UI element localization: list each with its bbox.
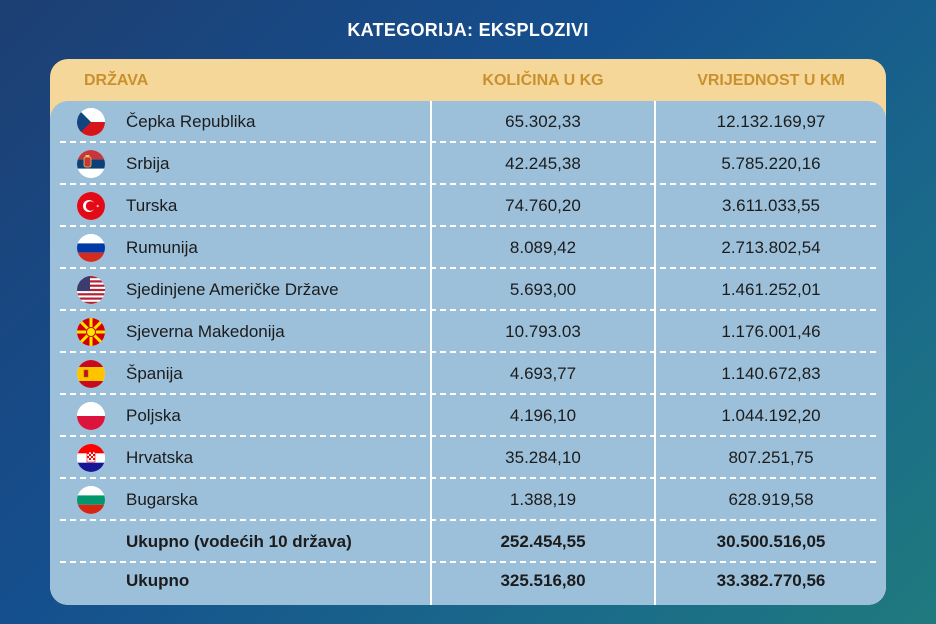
table-body bbox=[50, 101, 886, 605]
value-cell: 2.713.802,54 bbox=[721, 238, 821, 257]
total-row-top10 bbox=[50, 521, 886, 563]
table-row bbox=[50, 311, 886, 353]
column-header-value: VRIJEDNOST U KM bbox=[697, 72, 845, 89]
czech-flag-icon bbox=[77, 108, 105, 136]
value-cell: 5.785.220,16 bbox=[721, 154, 821, 173]
table-row bbox=[50, 353, 886, 395]
value-cell: 3.611.033,55 bbox=[722, 196, 820, 215]
quantity-cell: 4.196,10 bbox=[509, 406, 577, 425]
country-name: Bugarska bbox=[126, 490, 198, 509]
bulgaria-flag-icon bbox=[77, 486, 105, 514]
country-name: Turska bbox=[126, 196, 178, 215]
total-row-grand bbox=[50, 560, 886, 602]
spain-flag-icon bbox=[77, 360, 105, 388]
table-row bbox=[50, 269, 886, 311]
country-name: Hrvatska bbox=[126, 448, 194, 467]
usa-flag-icon bbox=[77, 276, 105, 304]
table-row bbox=[50, 101, 886, 143]
value-cell: 1.140.672,83 bbox=[721, 364, 821, 383]
value-cell: 1.044.192,20 bbox=[721, 406, 821, 425]
country-name: Španija bbox=[126, 364, 183, 383]
table-row bbox=[50, 143, 886, 185]
table-row bbox=[50, 185, 886, 227]
country-name: Sjedinjene Američke Države bbox=[126, 280, 339, 299]
table-row bbox=[50, 227, 886, 269]
turkey-flag-icon bbox=[77, 192, 105, 220]
column-header-country: DRŽAVA bbox=[84, 72, 149, 89]
total-quantity-cell: 325.516,80 bbox=[500, 571, 586, 590]
russia-flag-icon bbox=[77, 234, 105, 262]
value-cell: 628.919,58 bbox=[728, 490, 814, 509]
table-header bbox=[50, 59, 886, 105]
country-name: Čepka Republika bbox=[126, 112, 256, 131]
quantity-cell: 8.089,42 bbox=[509, 238, 577, 257]
total-label: Ukupno bbox=[126, 571, 190, 590]
table-row bbox=[50, 437, 886, 479]
table-row bbox=[50, 395, 886, 437]
quantity-cell: 42.245,38 bbox=[505, 154, 581, 173]
value-cell: 807.251,75 bbox=[728, 448, 814, 467]
country-name: Srbija bbox=[126, 154, 170, 173]
value-cell: 12.132.169,97 bbox=[716, 112, 826, 131]
quantity-cell: 65.302,33 bbox=[505, 112, 581, 131]
data-table bbox=[50, 59, 886, 605]
north-macedonia-flag-icon bbox=[77, 318, 105, 346]
column-header-quantity: KOLIČINA U KG bbox=[482, 72, 604, 89]
value-cell: 1.461.252,01 bbox=[721, 280, 821, 299]
total-value-cell: 33.382.770,56 bbox=[716, 571, 826, 590]
poland-flag-icon bbox=[77, 402, 105, 430]
country-name: Rumunija bbox=[126, 238, 198, 257]
quantity-cell: 74.760,20 bbox=[505, 196, 581, 215]
quantity-cell: 4.693,77 bbox=[509, 364, 577, 383]
quantity-cell: 10.793.03 bbox=[505, 322, 581, 341]
total-value-cell: 30.500.516,05 bbox=[716, 532, 826, 551]
table-row bbox=[50, 479, 886, 521]
quantity-cell: 5.693,00 bbox=[509, 280, 577, 299]
quantity-cell: 1.388,19 bbox=[509, 490, 577, 509]
value-cell: 1.176.001,46 bbox=[721, 322, 821, 341]
serbia-flag-icon bbox=[77, 150, 105, 178]
quantity-cell: 35.284,10 bbox=[505, 448, 581, 467]
page-title: KATEGORIJA: EKSPLOZIVI bbox=[347, 20, 589, 40]
country-name: Sjeverna Makedonija bbox=[126, 322, 285, 341]
total-quantity-cell: 252.454,55 bbox=[500, 532, 586, 551]
total-label: Ukupno (vodećih 10 država) bbox=[126, 532, 352, 551]
croatia-flag-icon bbox=[77, 444, 105, 472]
country-name: Poljska bbox=[126, 406, 181, 425]
